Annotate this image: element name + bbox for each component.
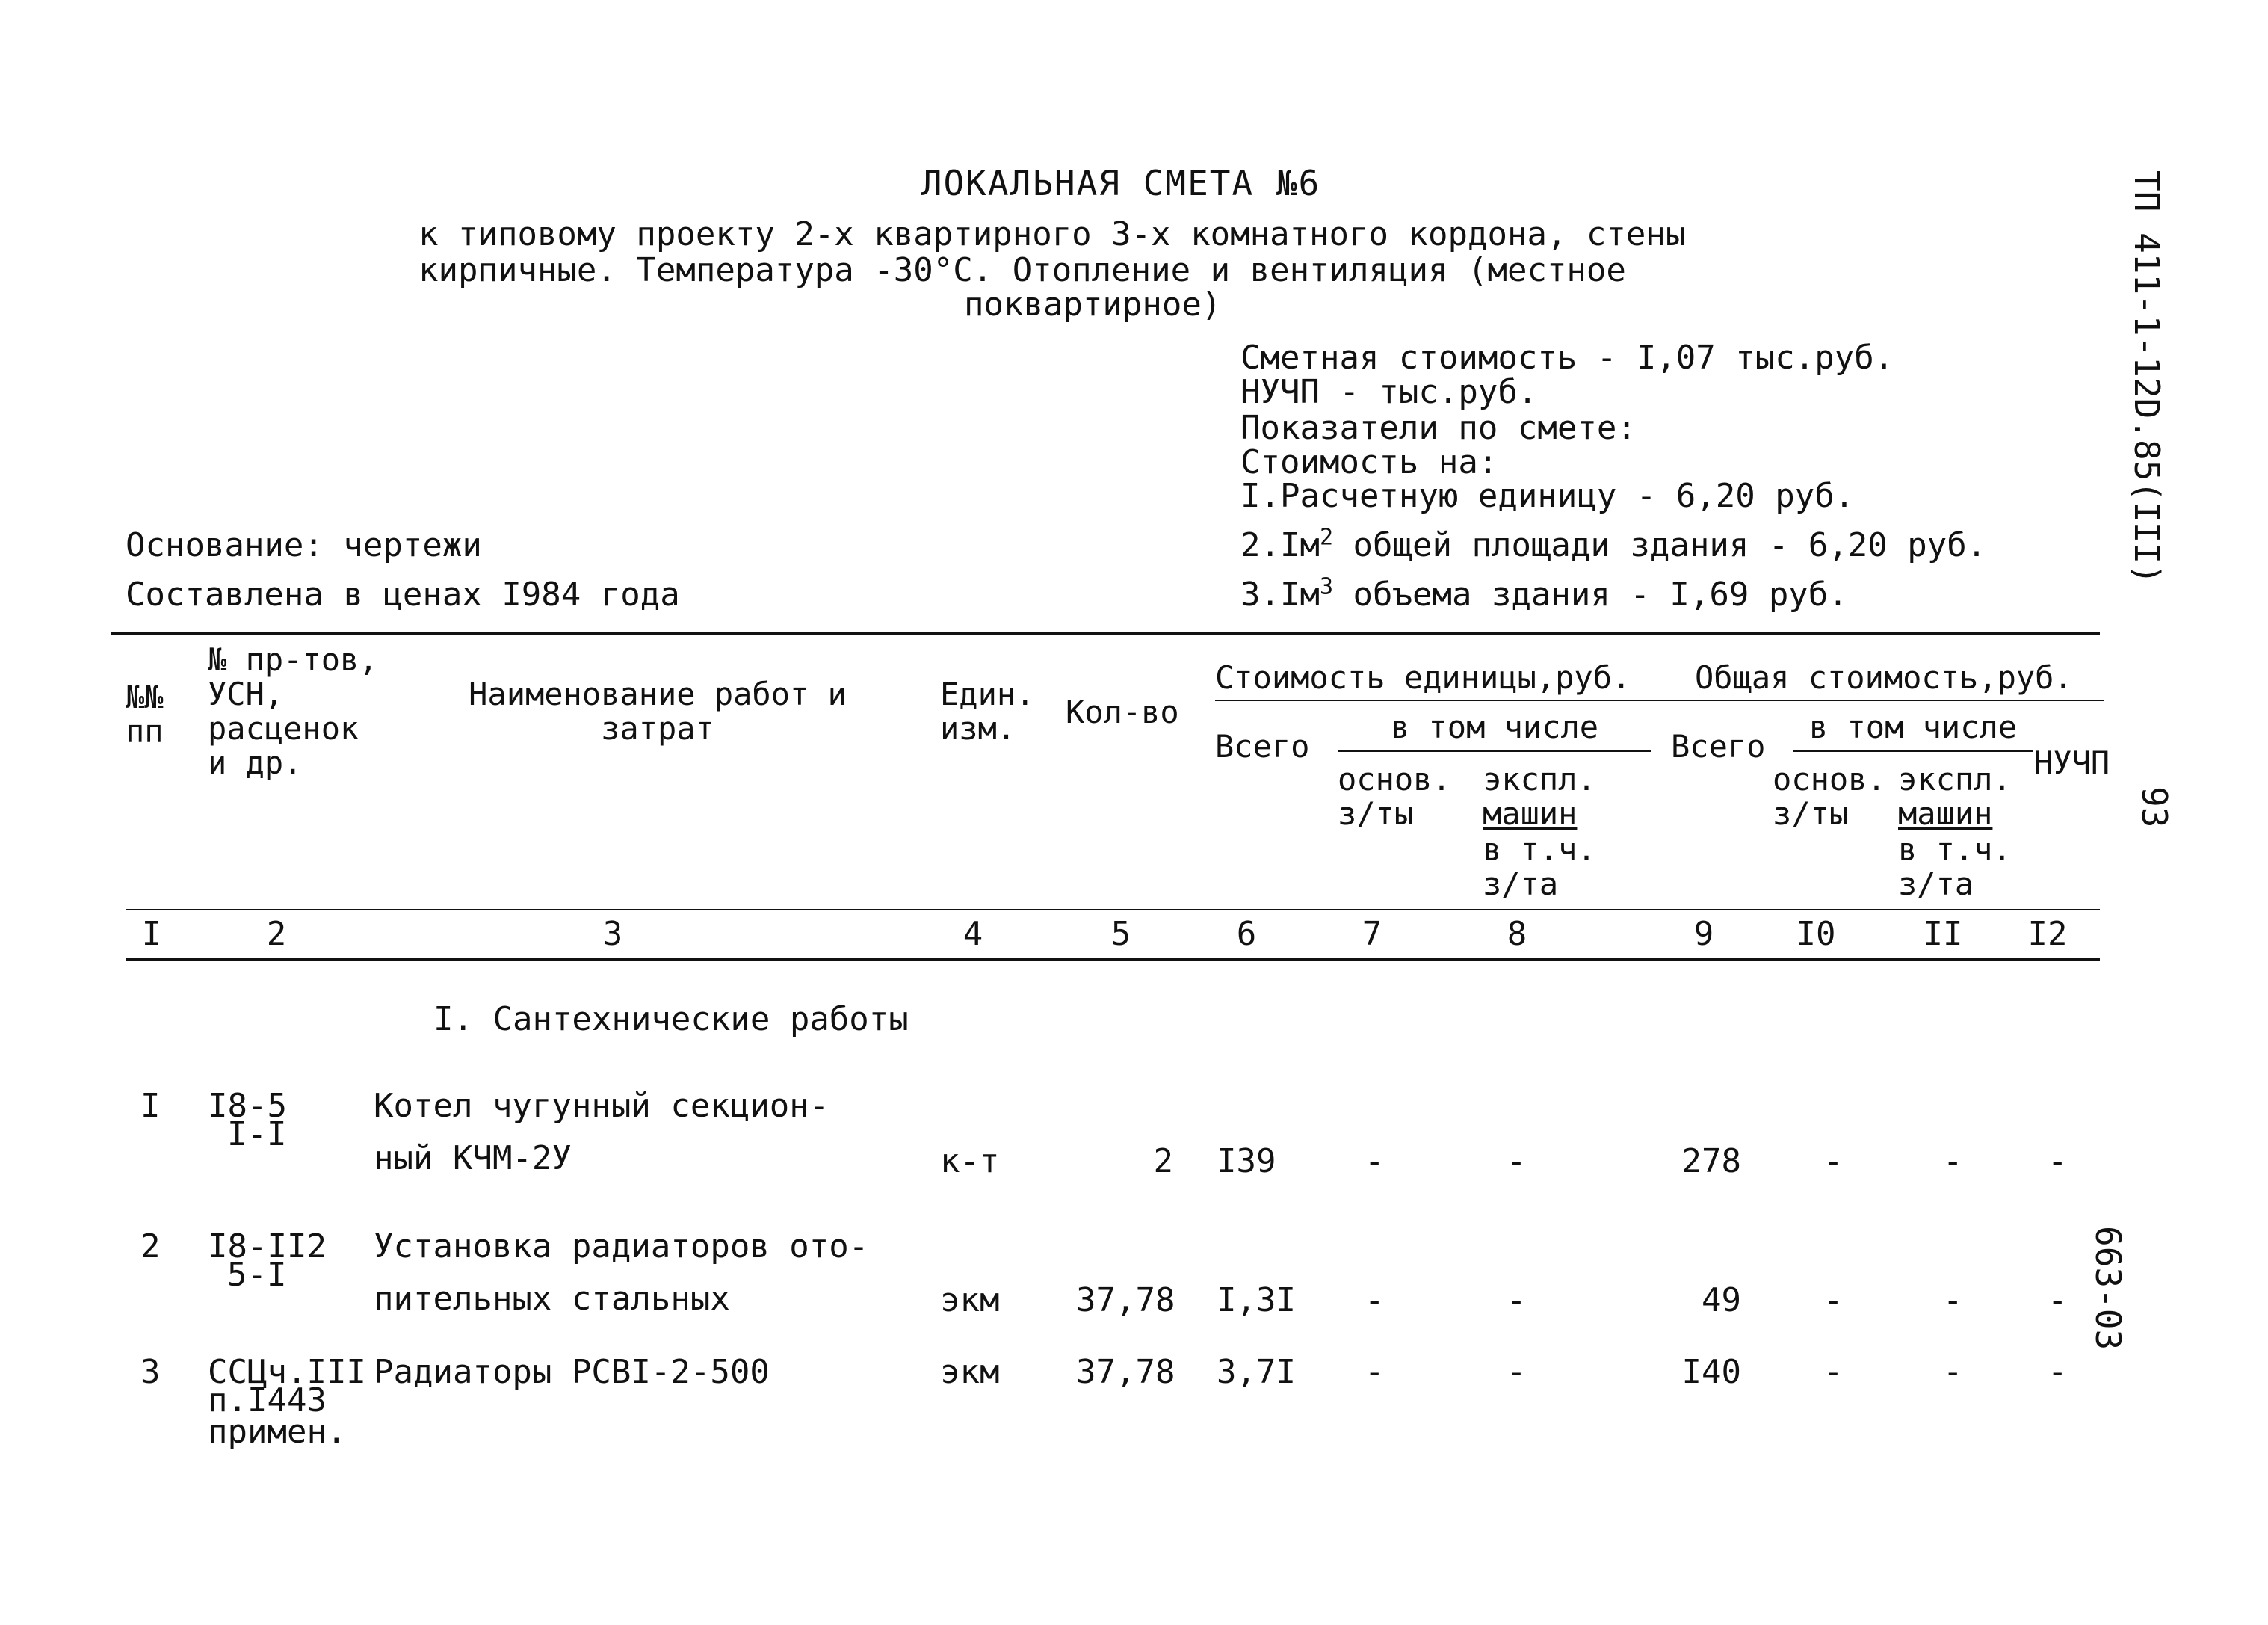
series-code-label: 663-03 bbox=[2088, 1226, 2128, 1351]
row-number: I bbox=[140, 1087, 161, 1125]
section-title: I. Сантехнические работы bbox=[433, 1000, 909, 1038]
header-machine-op: экспл. машин bbox=[1483, 761, 1596, 832]
row-qty: 37,78 bbox=[1076, 1353, 1175, 1391]
row-unit-machine: - bbox=[1507, 1142, 1527, 1180]
header-total-incl: в том числе bbox=[1808, 709, 2018, 745]
row-total-machine: - bbox=[1943, 1142, 1963, 1180]
row-unit: экм bbox=[940, 1353, 1000, 1391]
nuchp-line: НУЧП - тыс.руб. bbox=[1240, 373, 1538, 411]
row-name: Установка радиаторов ото- пительных стальных bbox=[374, 1227, 869, 1318]
indicators-label: Показатели по смете: bbox=[1240, 409, 1637, 447]
header-nuchp: НУЧП bbox=[2034, 744, 2110, 781]
header-col-name: Наименование работ и затрат bbox=[469, 676, 847, 747]
row-total-wage: - bbox=[1823, 1281, 1844, 1319]
row-qty: 2 bbox=[1153, 1142, 1173, 1180]
header-unit-incl: в том числе bbox=[1390, 709, 1599, 745]
colnum-12: I2 bbox=[2027, 915, 2068, 953]
row-total: 49 bbox=[1702, 1281, 1741, 1319]
row-total: 278 bbox=[1681, 1142, 1741, 1180]
cost-per-m3: $3.Iм^3$ объема здания - I,69 руб. bbox=[1240, 573, 1848, 614]
basis-foundation: Основание: чертежи bbox=[126, 526, 482, 564]
row-code: I8-II2 5-I bbox=[208, 1227, 327, 1294]
row-nuchp: - bbox=[2048, 1281, 2068, 1319]
row-number: 3 bbox=[140, 1353, 161, 1391]
header-col-qty: Кол-во bbox=[1066, 694, 1179, 730]
row-code: I8-5 I-I bbox=[208, 1087, 287, 1153]
cost-per-unit: I.Расчетную единицу - 6,20 руб. bbox=[1240, 477, 1855, 515]
row-unit-wage: - bbox=[1365, 1142, 1385, 1180]
header-base-wage-2: основ. з/ты bbox=[1773, 761, 1886, 832]
row-total-wage: - bbox=[1823, 1353, 1844, 1391]
row-total-machine: - bbox=[1943, 1281, 1963, 1319]
header-incl-wage-2: в т.ч. з/та bbox=[1898, 831, 2012, 902]
row-total-wage: - bbox=[1823, 1142, 1844, 1180]
subtitle-line-3: поквартирное) bbox=[964, 286, 1222, 324]
header-total-cost: Общая стоимость,руб. bbox=[1695, 659, 2073, 696]
colnum-bottom-rule bbox=[126, 958, 2100, 961]
row-unit-total: I39 bbox=[1217, 1142, 1276, 1180]
header-bottom-rule bbox=[126, 909, 2100, 910]
row-code: ССЦч.III п.I443 примен. bbox=[208, 1353, 366, 1451]
colnum-4: 4 bbox=[962, 915, 983, 953]
header-total-total: Всего bbox=[1671, 728, 1766, 765]
header-machine-op-2: экспл. машин bbox=[1898, 761, 2012, 832]
row-name: Радиаторы РСВI-2-500 bbox=[374, 1353, 770, 1391]
basis-prices: Составлена в ценах I984 года bbox=[126, 576, 680, 614]
header-unit-incl-underline bbox=[1338, 750, 1651, 752]
colnum-2: 2 bbox=[266, 915, 287, 953]
table-top-rule bbox=[111, 632, 2100, 635]
header-unit-total: Всего bbox=[1215, 728, 1310, 765]
row-total-machine: - bbox=[1943, 1353, 1963, 1391]
colnum-3: 3 bbox=[602, 915, 623, 953]
row-name: Котел чугунный секцион- ный КЧМ-2У bbox=[374, 1087, 829, 1177]
header-col-unit: Един. изм. bbox=[940, 676, 1035, 747]
row-qty: 37,78 bbox=[1076, 1281, 1175, 1319]
row-nuchp: - bbox=[2048, 1142, 2068, 1180]
row-unit-machine: - bbox=[1507, 1353, 1527, 1391]
document-title: ЛОКАЛЬНАЯ СМЕТА №6 bbox=[921, 163, 1321, 203]
header-base-wage: основ. з/ты bbox=[1338, 761, 1451, 832]
row-unit-total: 3,7I bbox=[1217, 1353, 1296, 1391]
row-unit-total: I,3I bbox=[1217, 1281, 1296, 1319]
row-unit: к-т bbox=[940, 1142, 1000, 1180]
header-col-number: №№ пп bbox=[126, 679, 164, 750]
colnum-6: 6 bbox=[1236, 915, 1257, 953]
cost-on-label: Стоимость на: bbox=[1240, 443, 1498, 481]
row-unit-wage: - bbox=[1365, 1281, 1385, 1319]
estimated-cost: Сметная стоимость - I,07 тыс.руб. bbox=[1240, 339, 1894, 377]
colnum-8: 8 bbox=[1507, 915, 1527, 953]
header-total-incl-underline bbox=[1793, 750, 2033, 752]
colnum-10: I0 bbox=[1796, 915, 1836, 953]
header-unit-cost: Стоимость единицы,руб. bbox=[1215, 659, 1631, 696]
page-number: 93 bbox=[2134, 786, 2175, 828]
colnum-5: 5 bbox=[1110, 915, 1131, 953]
row-unit: экм bbox=[940, 1281, 1000, 1319]
colnum-1: I bbox=[141, 915, 162, 953]
header-incl-wage: в т.ч. з/та bbox=[1483, 831, 1596, 902]
project-code-label: ТП 411-1-12D.85(III) bbox=[2127, 170, 2167, 585]
header-cost-underline bbox=[1215, 700, 2104, 701]
subtitle-line-2: кирпичные. Температура -30°С. Отопление и вентиляция (местное bbox=[418, 251, 1626, 289]
row-number: 2 bbox=[140, 1227, 161, 1265]
subtitle-line-1: к типовому проекту 2-х квартирного 3-х комнатного кордона, стены bbox=[418, 215, 1686, 253]
row-unit-machine: - bbox=[1507, 1281, 1527, 1319]
header-col-code: № пр-тов, УСН, расценок и др. bbox=[208, 641, 378, 781]
row-total: I40 bbox=[1681, 1353, 1741, 1391]
colnum-11: II bbox=[1923, 915, 1963, 953]
cost-per-m2: $2.Iм^2$ общей площади здания - 6,20 руб. bbox=[1240, 524, 1987, 564]
row-unit-wage: - bbox=[1365, 1353, 1385, 1391]
colnum-7: 7 bbox=[1362, 915, 1382, 953]
row-nuchp: - bbox=[2048, 1353, 2068, 1391]
colnum-9: 9 bbox=[1693, 915, 1714, 953]
